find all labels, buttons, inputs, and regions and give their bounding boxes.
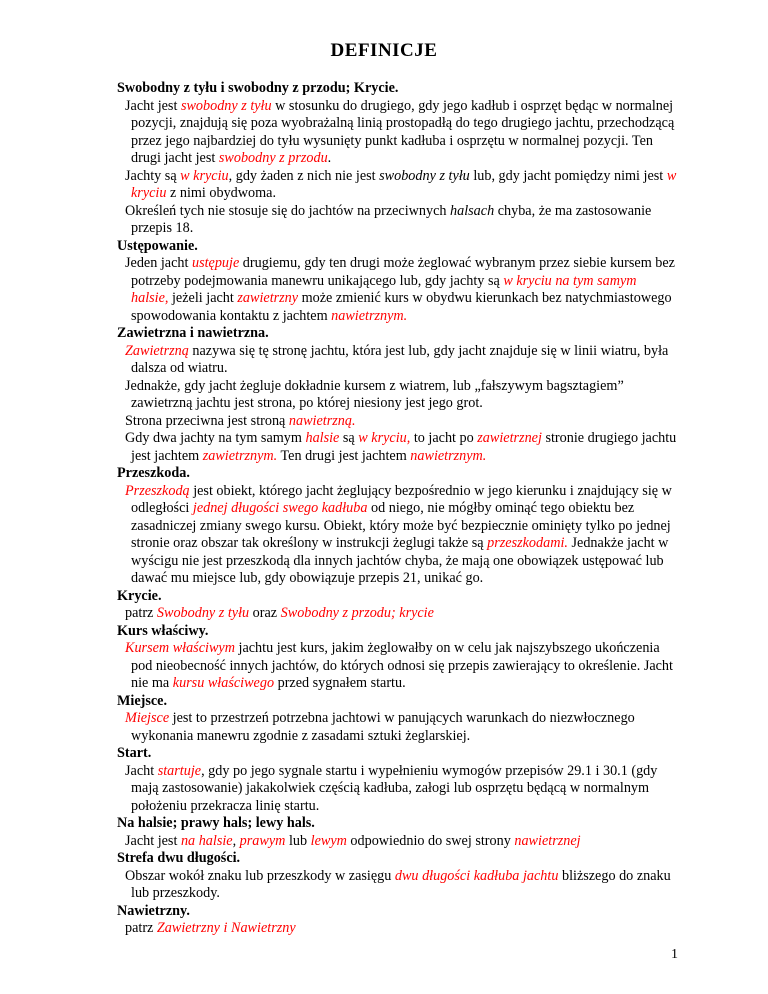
text-run: to jacht po: [410, 430, 478, 446]
text-run: Jachty są: [125, 167, 181, 184]
text-run: patrz: [125, 920, 157, 936]
section-heading: Zawietrzna i nawietrzna.: [117, 325, 269, 341]
defined-term: Swobodny z tyłu: [156, 605, 250, 621]
text-run: lub, gdy jacht pomiędzy nimi jest: [469, 167, 667, 184]
text-run: z nimi obydwoma.: [166, 185, 276, 201]
text-run: .: [327, 150, 332, 166]
defined-term: lewym: [310, 832, 347, 849]
text-run: Ten drugi jest jachtem: [277, 447, 411, 464]
text-run: Obszar wokół znaku lub przeszkody w zasięgu: [125, 867, 395, 884]
text-run: Jeden jacht: [125, 255, 192, 271]
defined-term: w kryciu na tym samym halsie,: [131, 272, 637, 306]
defined-term: nawietrznym.: [410, 447, 487, 464]
definition-paragraph: [117, 255, 677, 325]
defined-term: startuje: [157, 762, 202, 779]
text-run: halsach: [450, 202, 495, 219]
text-run: jeżeli jacht: [168, 290, 238, 306]
defined-term: prawym: [239, 832, 286, 849]
defined-term: Zawietrzny i Nawietrzny: [156, 920, 296, 936]
defined-term: Zawietrzną: [125, 342, 189, 359]
text-run: przed sygnałem startu.: [274, 675, 406, 691]
text-run: Jacht jest: [125, 97, 181, 114]
definition-paragraph: [117, 640, 677, 693]
text-run: drugiemu, gdy ten drugi może żeglować wybranym przez siebie kursem bez potrzeby podejmowania manewru unikającego lub, gdy jachty są: [131, 255, 675, 289]
section-heading: Krycie.: [117, 587, 162, 604]
definition-paragraph: [117, 763, 677, 816]
defined-term: nawietrznej: [514, 832, 581, 849]
text-run: bliższego do znaku lub przeszkody.: [131, 867, 671, 901]
text-run: Jacht: [125, 762, 158, 779]
section-heading: Strefa dwu długości.: [117, 850, 241, 866]
defined-term: nawietrznym.: [331, 307, 408, 324]
defined-term: zawietrznym.: [202, 447, 278, 464]
text-run: , gdy po jego sygnale startu i wypełnieniu wymogów przepisów 29.1 i 30.1 (gdy mają zastosowanie) jakakolwiek częścią kadłuba, załogi lub osprzętu będącą w normalnym położeniu przekracza linię startu.: [131, 762, 658, 814]
definition-paragraph: [117, 833, 677, 851]
text-run: Strona przeciwna jest stroną: [125, 412, 289, 429]
defined-term: ustępuje: [191, 255, 240, 271]
text-run: Jednakże, gdy jacht żegluje dokładnie kursem z wiatrem, lub „fałszywym bagsztagiem” zawietrzną jachtu jest strona, po której niesiony jest jego grot.: [125, 377, 624, 411]
page-title: DEFINICJE: [330, 40, 438, 61]
text-run: , gdy żaden z nich nie jest: [228, 167, 380, 184]
definition-paragraph: [117, 203, 677, 238]
text-run: nazywa się tę stronę jachtu, która jest lub, gdy jacht znajduje się w linii wiatru, była dalsza od wiatru.: [131, 342, 669, 376]
defined-term: w kryciu: [180, 167, 229, 184]
section-heading: Kurs właściwy.: [117, 622, 209, 639]
text-run: swobodny z tyłu: [379, 167, 470, 184]
defined-term: jednej długości swego kadłuba: [192, 500, 368, 516]
text-run: Jednakże jacht w wyścigu nie jest przeszkodą dla innych jachtów chyba, że mają one obowiązek ustępować lub dawać mu miejsce lub, gdy obowiązuje przepis 21, unikać go.: [131, 535, 669, 586]
definition-paragraph: [117, 430, 677, 465]
defined-term: w kryciu: [131, 167, 677, 201]
defined-term: dwu długości kadłuba jachtu: [394, 867, 559, 884]
definition-paragraph: [117, 868, 677, 903]
section-heading: Start.: [117, 745, 152, 761]
defined-term: swobodny z przodu: [218, 150, 328, 166]
text-run: Jacht jest: [125, 832, 181, 849]
defined-term: swobodny z tyłu: [180, 97, 272, 114]
text-run: patrz: [125, 605, 157, 621]
text-run: jest obiekt, którego jacht żeglujący bezpośrednio w jego kierunku i znajdujący się w odległości: [131, 482, 672, 516]
text-run: jest to przestrzeń potrzebna jachtowi w panujących warunkach do niezwłocznego wykonania manewru zgodnie z zasadami sztuki żeglarskiej.: [131, 710, 635, 744]
definitions-list: [117, 80, 677, 938]
text-run: w stosunku do drugiego, gdy jego kadłub i osprzęt będąc w normalnej pozycji, znajdują się poza wyobrażalną linią prostopadłą do tego drugiego jachtu, przechodzącą przez jego najbardziej do tyłu wysunięty punkt kadłuba i osprzętu w normalnej pozycji. Ten drugi jacht jest: [131, 97, 675, 166]
text-run: może zmienić kurs w obydwu kierunkach bez natychmiastowego spowodowania kontaktu z jachtem: [131, 290, 672, 324]
text-run: odpowiednio do swej strony: [346, 832, 515, 849]
defined-term: kursu właściwego: [172, 675, 275, 691]
defined-term: nawietrzną.: [288, 412, 356, 429]
definition-paragraph: [117, 378, 677, 413]
section-heading: Ustępowanie.: [117, 237, 198, 254]
text-run: Określeń tych nie stosuje się do jachtów na przeciwnych: [125, 202, 451, 219]
defined-term: na halsie: [180, 832, 233, 849]
definition-paragraph: [117, 483, 677, 588]
defined-term: halsie: [305, 430, 340, 446]
defined-term: w kryciu,: [358, 430, 411, 446]
definition-paragraph: [117, 413, 677, 431]
section-heading: Nawietrzny.: [117, 902, 190, 919]
text-run: od niego, nie mógłby ominąć tego obiektu bez zasadniczej zmiany swego kursu. Obiekt, który może być bezpiecznie ominięty tylko po jednej stronie oraz obszar tak określony w instrukcji żeglugi także są: [131, 500, 671, 551]
definition-paragraph: [117, 920, 677, 938]
definition-paragraph: [117, 343, 677, 378]
text-run: oraz: [249, 605, 281, 621]
text-run: chyba, że ma zastosowanie przepis 18.: [131, 202, 652, 236]
definition-paragraph: [117, 168, 677, 203]
text-run: lub: [285, 832, 311, 849]
text-run: stronie drugiego jachtu jest jachtem: [131, 430, 677, 464]
defined-term: zawietrzny: [237, 290, 299, 306]
definition-paragraph: [117, 98, 677, 168]
defined-term: Miejsce: [125, 710, 170, 726]
text-run: są: [339, 430, 359, 446]
section-heading: Przeszkoda.: [117, 465, 190, 481]
defined-term: przeszkodami.: [487, 535, 568, 551]
defined-term: zawietrznej: [477, 430, 542, 446]
defined-term: Swobodny z przodu; krycie: [280, 605, 434, 621]
definition-paragraph: [117, 710, 677, 745]
section-heading: Miejsce.: [117, 692, 168, 709]
text-run: Gdy dwa jachty na tym samym: [125, 430, 306, 446]
definition-paragraph: [117, 605, 677, 623]
text-run: ,: [232, 832, 240, 849]
defined-term: Kursem właściwym: [125, 640, 235, 656]
page-number: 1: [671, 947, 678, 962]
text-run: jachtu jest kurs, jakim żeglowałby on w celu jak najszybszego ukończenia pod nieobecność innych jachtów, do których odnosi się przepis zawierający to określenie. Jacht nie ma: [131, 640, 673, 691]
section-heading: Na halsie; prawy hals; lewy hals.: [117, 815, 315, 831]
section-heading: Swobodny z tyłu i swobodny z przodu; Krycie.: [117, 80, 399, 96]
defined-term: Przeszkodą: [125, 482, 190, 499]
